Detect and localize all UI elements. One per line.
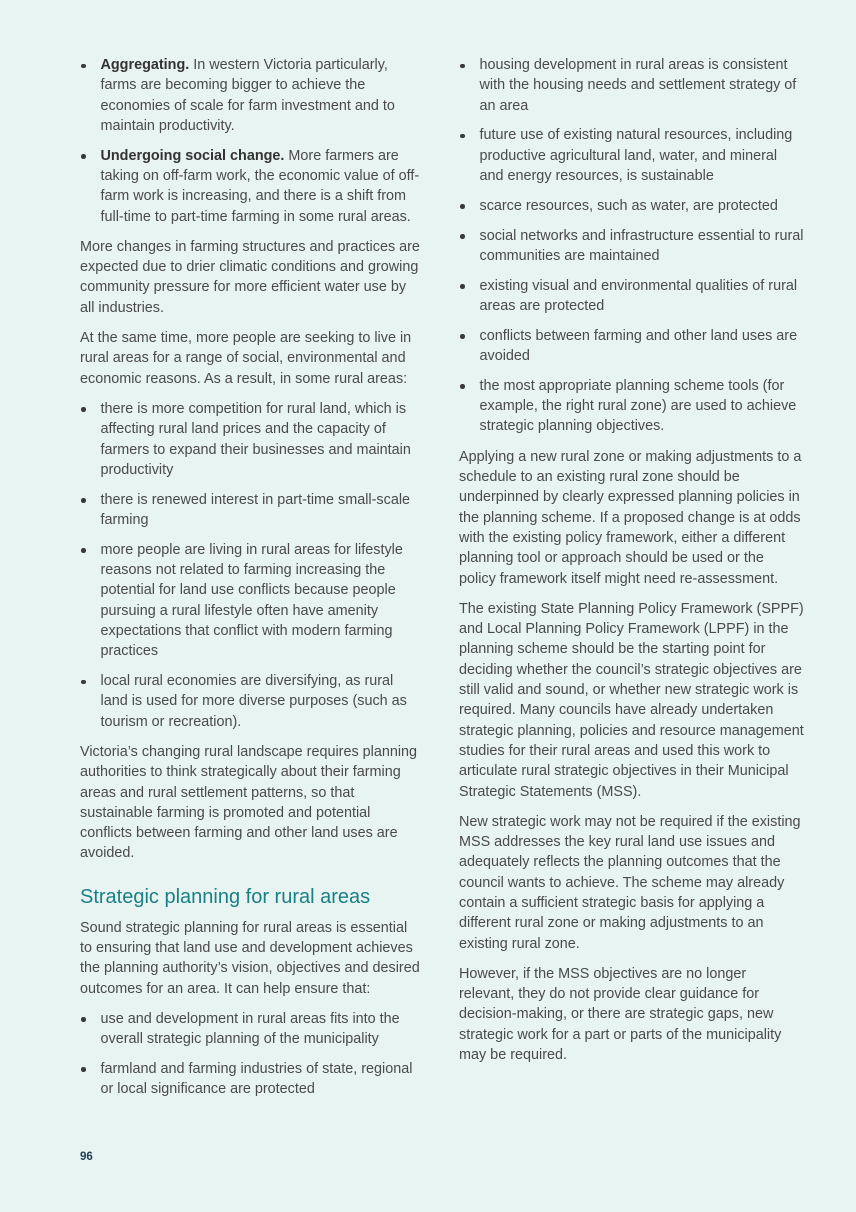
farm-trends-list: [80, 55, 422, 227]
list-item: social networks and infrastructure essential to rural communities are maintained: [459, 226, 804, 267]
section-heading: Strategic planning for rural areas: [80, 885, 371, 908]
paragraph: However, if the MSS objectives are no longer relevant, they do not provide clear guidance for decision-making, or there are strategic gaps, new strategic work for a part or parts of the municipality may be required.: [459, 965, 782, 1064]
list-item: [80, 146, 422, 227]
left-column: [80, 55, 422, 1110]
list-item: there is more competition for rural land, which is affecting rural land prices and the capacity of farmers to expand their businesses and maintain productivity: [80, 399, 422, 480]
list-item: future use of existing natural resources, including productive agricultural land, water, and mineral and energy resources, is sustainable: [459, 125, 804, 186]
paragraph: New strategic work may not be required if the existing MSS addresses the key rural land use issues and adequately reflects the planning outcomes that the council wants to achieve. The scheme may already contain a sufficient strategic basis for applying a different rural zone or making adjustments to an existing rural zone.: [459, 813, 801, 952]
paragraph: Applying a new rural zone or making adjustments to a schedule to an existing rural zone should be underpinned by clearly expressed planning policies in the planning scheme. If a proposed change is at odds with the existing policy framework, either a different planning tool or approach should be used or the policy framework itself might need re-assessment.: [459, 448, 802, 587]
paragraph: At the same time, more people are seeking to live in rural areas for a range of social, environmental and economic reasons. As a result, in some rural areas:: [80, 330, 412, 387]
list-item: scarce resources, such as water, are protected: [459, 196, 804, 216]
list-item: use and development in rural areas fits into the overall strategic planning of the municipality: [80, 1009, 422, 1050]
paragraph: More changes in farming structures and practices are expected due to drier climatic conditions and growing community pressure for more efficient water use by all industries.: [80, 238, 420, 316]
list-item-text: In western Victoria particularly, farms are becoming bigger to achieve the economies of scale for farm investment and to maintain productivity.: [100, 57, 395, 134]
list-item: existing visual and environmental qualities of rural areas are protected: [459, 276, 804, 317]
list-item: conflicts between farming and other land uses are avoided: [459, 326, 804, 367]
list-item: housing development in rural areas is consistent with the housing needs and settlement strategy of an area: [459, 55, 804, 116]
list-item-lead: Aggregating.: [100, 57, 190, 73]
right-column: [459, 55, 804, 1075]
list-item: there is renewed interest in part-time small-scale farming: [80, 490, 422, 531]
list-item: farmland and farming industries of state, regional or local significance are protected: [80, 1059, 422, 1100]
list-item-text: More farmers are taking on off-farm work, the economic value of off-farm work is increasing, and there is a shift from full-time to part-time farming in some rural areas.: [100, 147, 420, 225]
list-item: more people are living in rural areas for lifestyle reasons not related to farming increasing the potential for land use conflicts because people pursuing a rural lifestyle often have amenity expectations that conflict with modern farming practices: [80, 540, 422, 662]
paragraph: Sound strategic planning for rural areas is essential to ensuring that land use and development achieves the planning authority’s vision, objectives and desired outcomes for an area. It can help ensure that:: [80, 919, 420, 997]
paragraph: The existing State Planning Policy Framework (SPPF) and Local Planning Policy Framework (LPPF) in the planning scheme should be the starting point for deciding whether the council’s strategic objectives are still valid and sound, or whether new strategic work is required. Many councils have already undertaken strategic planning, policies and resource management studies for their rural areas and used this work to articulate rural strategic objectives in their Municipal Strategic Statements (MSS).: [459, 600, 804, 800]
rural-areas-list: [80, 399, 422, 732]
list-item: local rural economies are diversifying, as rural land is used for more diverse purposes (such as tourism or recreation).: [80, 671, 422, 732]
paragraph: Victoria’s changing rural landscape requires planning authorities to think strategically about their farming areas and rural settlement patterns, so that sustainable farming is promoted and potential conflicts between farming and other land uses are avoided.: [80, 743, 418, 862]
list-item: the most appropriate planning scheme tools (for example, the right rural zone) are used to achieve strategic planning objectives.: [459, 376, 804, 437]
planning-outcomes-list-continued: [459, 55, 804, 437]
planning-outcomes-list: [80, 1009, 422, 1100]
list-item-lead: Undergoing social change.: [100, 147, 285, 164]
page-number: 96: [80, 1151, 93, 1163]
list-item: [80, 55, 422, 136]
